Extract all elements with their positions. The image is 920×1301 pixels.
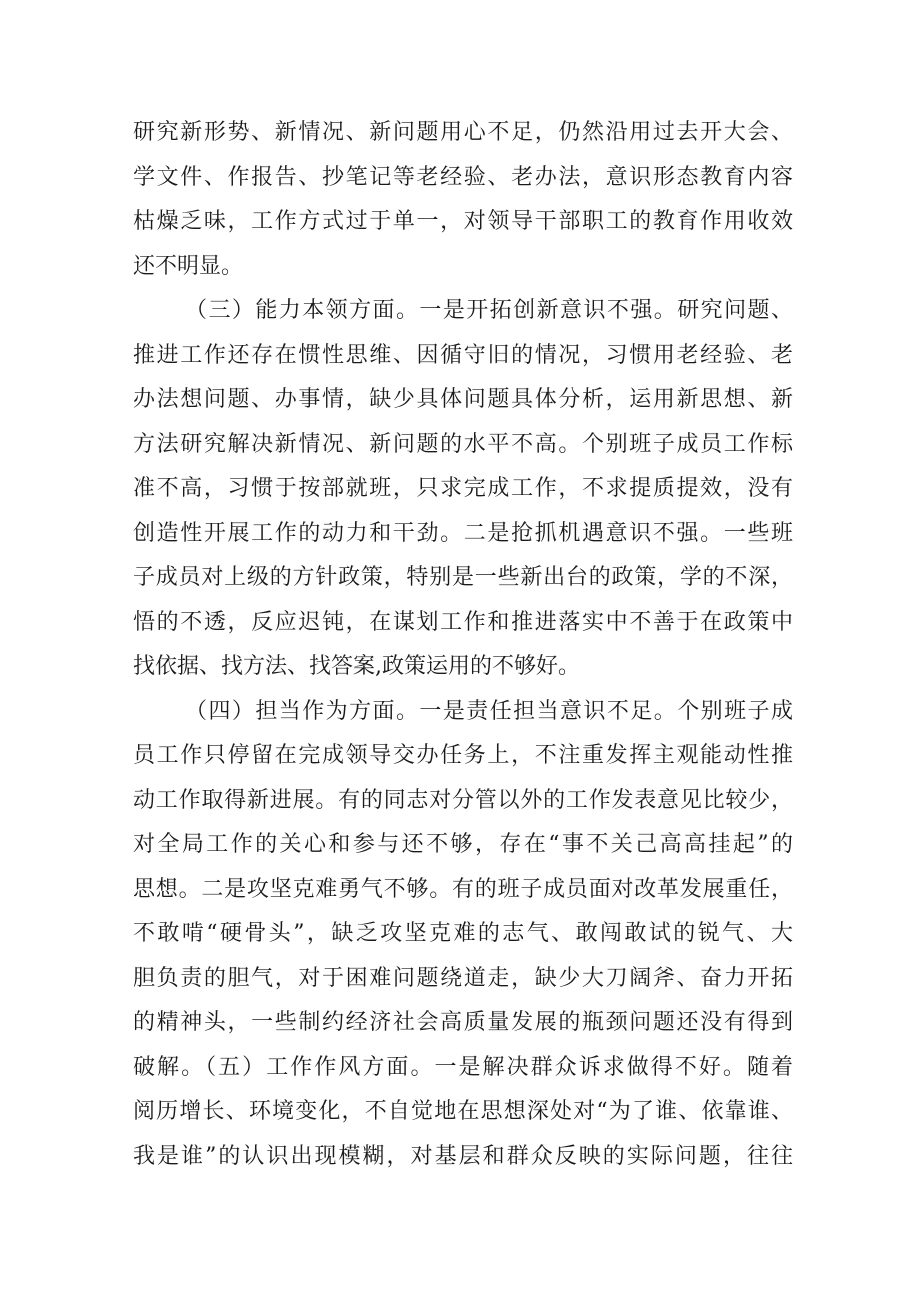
text-line: 思想。二是攻坚克难勇气不够。有的班子成员面对改革发展重任， — [133, 876, 793, 902]
text-line: 方法研究解决新情况、新问题的水平不高。个别班子成员工作标 — [133, 431, 793, 457]
text-line: 还不明显。 — [133, 253, 244, 279]
text-line: 不敢啃“硬骨头”，缺乏攻坚克难的志气、敢闯敢试的锐气、大 — [133, 921, 793, 946]
text-line: 子成员对上级的方针政策，特别是一些新出台的政策，学的不深， — [133, 565, 793, 590]
text-line: 动工作取得新进展。有的同志对分管以外的工作发表意见比较少， — [133, 787, 793, 813]
text-line: 推进工作还存在惯性思维、因循守旧的情况，习惯用老经验、老 — [133, 342, 793, 368]
text-line: 我是谁”的认识出现模糊，对基层和群众反映的实际问题，往往 — [133, 1143, 793, 1169]
text-line: 创造性开展工作的动力和干劲。二是抢抓机遇意识不强。一些班 — [133, 520, 793, 546]
paragraph-heading-line: （四）担当作为方面。一是责任担当意识不足。个别班子成 — [185, 698, 793, 724]
text-line: 枯燥乏味，工作方式过于单一，对领导干部职工的教育作用收效 — [133, 209, 793, 234]
text-line: 准不高，习惯于按部就班，只求完成工作，不求提质提效，没有 — [133, 476, 793, 501]
text-line: 悟的不透，反应迟钝，在谋划工作和推进落实中不善于在政策中 — [133, 609, 793, 635]
paragraph-heading-line: （三）能力本领方面。一是开拓创新意识不强。研究问题、 — [185, 298, 793, 323]
body-text — [133, 111, 793, 1179]
text-line: 对全局工作的关心和参与还不够，存在“事不关己高高挂起”的 — [133, 832, 793, 857]
text-line: 破解。（五）工作作风方面。一是解决群众诉求做得不好。随着 — [133, 1054, 793, 1080]
text-line: 的精神头，一些制约经济社会高质量发展的瓶颈问题还没有得到 — [133, 1010, 793, 1035]
text-line: 学文件、作报告、抄笔记等老经验、老办法，意识形态教育内容 — [133, 164, 793, 190]
text-line: 研究新形势、新情况、新问题用心不足，仍然沿用过去开大会、 — [133, 120, 793, 145]
text-line: 员工作只停留在完成领导交办任务上，不注重发挥主观能动性推 — [133, 743, 793, 768]
text-line: 阅历增长、环境变化，不自觉地在思想深处对“为了谁、依靠谁、 — [133, 1099, 793, 1124]
text-line: 办法想问题、办事情，缺少具体问题具体分析，运用新思想、新 — [133, 387, 793, 412]
text-line: 找依据、找方法、找答案,政策运用的不够好。 — [133, 654, 580, 679]
text-line: 胆负责的胆气，对于困难问题绕道走，缺少大刀阔斧、奋力开拓 — [133, 965, 793, 991]
